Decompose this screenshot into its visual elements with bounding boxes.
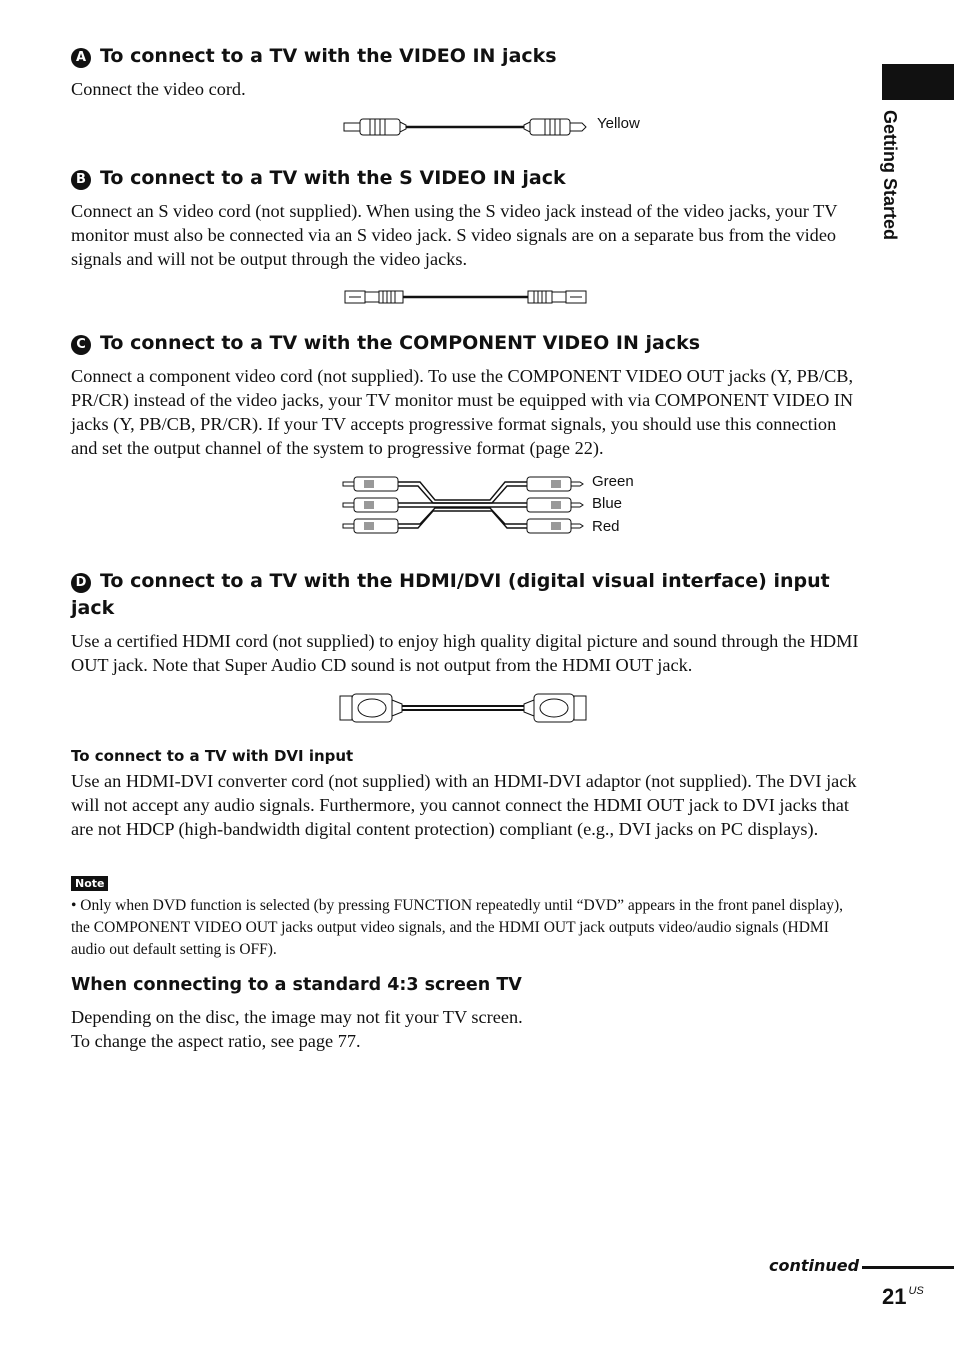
section-c-marker: C [71, 335, 91, 355]
dvi-body: Use an HDMI-DVI converter cord (not supplied) with an HDMI-DVI adaptor (not supplied). The DVI jack will not accept any audio signals. Furthermore, you cannot connect the HDMI OUT jack to DVI jacks that are not HDCP (high-bandwidth digital content protection) compliant (e.g., DVI jacks on PC displays). [71, 771, 857, 839]
heading-section-b: B To connect to a TV with the S VIDEO IN jack [71, 165, 566, 192]
continued-rule [862, 1266, 954, 1269]
standard-tv-line-1: Depending on the disc, the image may not fit your TV screen. [71, 1007, 523, 1027]
cable-label-blue: Blue [592, 495, 623, 512]
standard-tv-line-2: To change the aspect ratio, see page 77. [71, 1031, 361, 1051]
hdmi-cable-illustration [338, 692, 588, 724]
cable-label-yellow: Yellow [597, 115, 640, 132]
component-video-cable-illustration [340, 472, 585, 536]
s-video-cable-illustration [343, 287, 588, 307]
continued-label: continued [769, 1256, 860, 1275]
cable-label-red: Red [592, 518, 620, 535]
video-cable-illustration [340, 114, 590, 140]
section-a-body: Connect the video cord. [71, 79, 246, 99]
section-d-marker: D [71, 573, 91, 593]
side-tab-label: Getting Started [880, 110, 900, 241]
section-d-body: Use a certified HDMI cord (not supplied) to enjoy high quality digital picture and sound through the HDMI OUT jack. Note that Super Audio CD sound is not output from the HDMI OUT jack. [71, 631, 859, 675]
section-b-body: Connect an S video cord (not supplied). When using the S video jack instead of the video jacks, your TV monitor must also be connected via an S video jack. S video signals are on a separate bus from the video signals and will not be output through the video jacks. [71, 201, 838, 269]
section-tab-block [882, 64, 954, 100]
section-a-marker: A [71, 48, 91, 68]
heading-section-d: D To connect to a TV with the HDMI/DVI (digital visual interface) input jack [71, 570, 830, 619]
note-badge: Note [71, 874, 108, 892]
cable-label-green: Green [592, 473, 634, 490]
heading-section-a: A To connect to a TV with the VIDEO IN jacks [71, 43, 557, 70]
heading-section-c: C To connect to a TV with the COMPONENT VIDEO IN jacks [71, 330, 700, 357]
heading-standard-tv: When connecting to a standard 4:3 screen TV [71, 975, 522, 995]
section-c-body: Connect a component video cord (not supplied). To use the COMPONENT VIDEO OUT jacks (Y, PB/CB, PR/CR) instead of the video jacks, your TV monitor must be equipped with via COMPONENT VIDEO IN jacks (Y, PB/CB, PR/CR). If your TV accepts progressive format signals, you should use this connection and set the output channel of the system to progressive format (page 22). [71, 366, 854, 458]
page-number: 21 $^{US}$ [882, 1284, 924, 1309]
heading-dvi-input: To connect to a TV with DVI input [71, 747, 354, 765]
section-b-marker: B [71, 170, 91, 190]
note-text: • Only when DVD function is selected (by pressing FUNCTION repeatedly until “DVD” appears in the front panel display), the COMPONENT VIDEO OUT jacks output video signals, and the HDMI OUT jack outputs video/audio signals (HDMI audio out default setting is OFF). [71, 897, 844, 958]
